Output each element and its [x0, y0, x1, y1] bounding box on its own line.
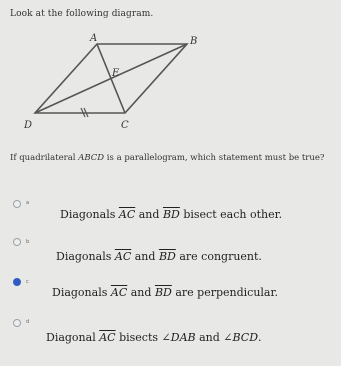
question-suffix: is a parallelogram, which statement must be true?: [104, 153, 325, 163]
vertex-label-b: B: [190, 36, 198, 47]
answer-option-c[interactable]: [0, 277, 341, 307]
option-text-a: Diagonals $\overline{AC}$ and $\overline{BD}$ bisect each other.: [60, 208, 283, 221]
option-letter-b: b: [26, 239, 30, 245]
diagonal-bd: [35, 44, 187, 113]
answer-option-d[interactable]: [0, 318, 341, 348]
vertex-label-c: C: [121, 120, 129, 131]
radio-button-d[interactable]: [13, 319, 21, 327]
intersection-label-e: E: [112, 68, 120, 79]
option-text-d: Diagonal $\overline{AC}$ bisects ∠DAB and ∠BCD.: [46, 331, 262, 344]
radio-button-a[interactable]: [13, 200, 21, 208]
option-letter-a: a: [26, 200, 30, 206]
option-text-c: Diagonals $\overline{AC}$ and $\overline{BD}$ are perpendicular.: [52, 286, 279, 299]
option-text-b: Diagonals $\overline{AC}$ and $\overline{BD}$ are congruent.: [56, 250, 262, 263]
intro-text: Look at the following diagram.: [10, 9, 154, 19]
option-letter-c: c: [26, 279, 29, 285]
question-text: [10, 153, 324, 163]
answer-option-a[interactable]: [0, 196, 341, 226]
question-prefix: If quadrilateral: [10, 153, 79, 163]
answer-option-b[interactable]: [0, 237, 341, 267]
parallelogram-diagram: [0, 0, 341, 140]
vertex-label-a: A: [90, 33, 98, 44]
question-figure-name: ABCD: [78, 153, 105, 163]
radio-button-b[interactable]: [13, 238, 21, 246]
option-letter-d: d: [26, 319, 30, 325]
radio-button-c-selected[interactable]: [13, 278, 21, 286]
vertex-label-d: D: [24, 120, 33, 131]
